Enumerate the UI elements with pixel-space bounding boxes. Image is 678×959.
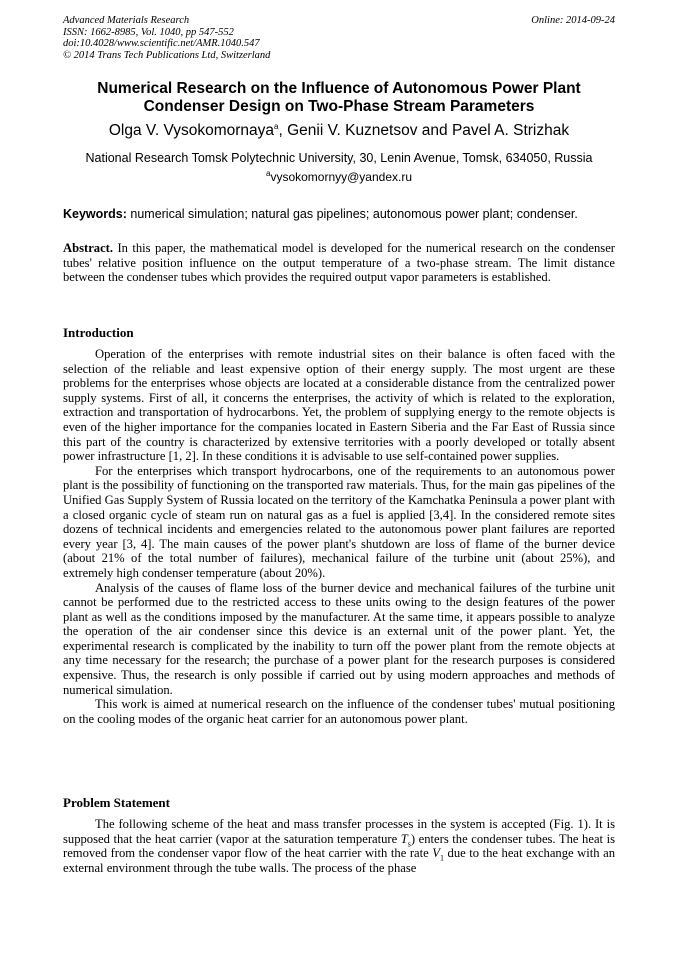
introduction-heading: Introduction (63, 325, 134, 340)
var-T: T (400, 831, 408, 846)
intro-paragraph-4: This work is aimed at numerical research on the influence of the condenser tubes' mutual positioning on the cooling modes of the organic heat carrier for an autonomous power plant. (63, 697, 615, 726)
author-1-mark: a (274, 121, 279, 131)
email-address: vysokomornyy@yandex.ru (270, 170, 413, 184)
title-line-1: Numerical Research on the Influence of Autonomous Power Plant (97, 80, 581, 97)
problem-text-a: The following scheme of the heat and mass transfer processes in the system is accepted (Fig. 1). It is supposed that the heat carrier (vapor at the saturation temperature (63, 817, 615, 846)
intro-paragraph-1: Operation of the enterprises with remote industrial sites on their balance is often faced with the selection of the reliable and least expensive option of their energy supply. The most urgent are these problems for the enterprises whose objects are located at a considerable distance from the centralized power supply systems. First of all, it concerns the enterprises, the activity of which is related to the exploration, extraction and transportation of hydrocarbons. Yet, the problem of supplying energy to the remote objects is even of the higher importance for the companies located in Eastern Siberia and the Far East of Russia since this part of the country is characterized by extensive territories with a poorly developed or totally absent power infrastructure [1, 2]. In these conditions it is advisable to use self-contained power supplies. (63, 347, 615, 464)
other-authors: , Genii V. Kuznetsov and Pavel A. Strizhak (278, 122, 570, 139)
issn-line: ISSN: 1662-8985, Vol. 1040, pp 547-552 (63, 26, 234, 38)
problem-text-b: ) enters the condenser tubes. The heat is removed from the condenser vapor flow of the heat carrier with the rate (63, 831, 615, 861)
var-V: V (432, 846, 440, 861)
authors (40, 121, 638, 140)
problem-body (63, 817, 615, 875)
problem-heading: Problem Statement (63, 795, 170, 810)
problem-paragraph-1 (63, 817, 615, 875)
abstract (63, 241, 615, 285)
keywords-label: Keywords: (63, 207, 127, 221)
intro-paragraph-2: For the enterprises which transport hydrocarbons, one of the requirements to an autonomous power plant is the possibility of functioning on the transported raw materials. Thus, for the main gas pipelines of the Unified Gas Supply System of Russia located on the territory of the Kamchatka Peninsula a power plant with a closed organic cycle of steam run on natural gas as a fuel is applied [3,4]. In the considered remote sites dozens of technical incidents and emergencies related to the autonomous power plant failures are reported every year [3, 4]. The main causes of the power plant's shutdown are loss of flame of the burner device (about 21% of the total number of failures), mechanical failure of the turbine unit (about 25%), and extremely high condenser temperature (about 20%). (63, 463, 615, 580)
keywords-text: numerical simulation; natural gas pipelines; autonomous power plant; condenser. (126, 207, 578, 221)
journal-header (63, 15, 270, 61)
journal-name: Advanced Materials Research (63, 15, 190, 26)
problem-text-c: due to the heat exchange with an external environment through the tube walls. The process of the phase (63, 846, 615, 875)
keywords (63, 207, 623, 222)
introduction-body (63, 347, 615, 726)
title-line-2: Condenser Design on Two-Phase Stream Parameters (143, 98, 535, 115)
abstract-text: In this paper, the mathematical model is developed for the numerical research on the condenser tubes' relative position influence on the output temperature of a two-phase stream. The limit distance between the condenser tubes which provides the required output vapor parameters is established. (63, 241, 615, 285)
paper-title (40, 80, 638, 116)
author-1: Olga V. Vysokomornaya (108, 122, 275, 139)
affiliation: National Research Tomsk Polytechnic University, 30, Lenin Avenue, Tomsk, 634050, Russia (85, 151, 593, 165)
doi-line: doi:10.4028/www.scientific.net/AMR.1040.547 (63, 38, 260, 49)
copyright-line: © 2014 Trans Tech Publications Ltd, Switzerland (63, 49, 271, 61)
var-T-sub: s (407, 839, 411, 849)
email (40, 170, 638, 185)
online-date: Online: 2014-09-24 (531, 15, 615, 26)
intro-paragraph-3: Analysis of the causes of flame loss of the burner device and mechanical failures of the turbine unit cannot be performed due to the restricted access to these units owing to the design features of the power plant as well as the conditions imposed by the manufacturer. At the same time, it appears possible to analyze the operation of the air condenser since this device is an external unit of the power plant. Yet, the experimental research is complicated by the inability to turn off the power plant from the remote objects at any time necessary for the research; the purchase of a power plant for the research purposes is considered expensive. Thus, the research is only possible if carried out by using modern approaches and methods of numerical simulation. (63, 580, 615, 697)
abstract-label: Abstract. (63, 241, 114, 255)
email-mark: a (265, 169, 271, 178)
var-V-sub: 1 (439, 853, 444, 863)
